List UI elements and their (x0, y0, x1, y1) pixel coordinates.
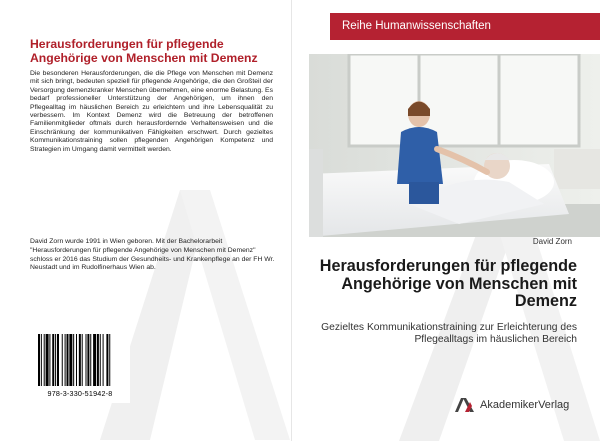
nurse-patient-photo (309, 54, 600, 237)
barcode-icon (38, 334, 122, 386)
spine (291, 0, 311, 441)
back-title: Herausforderungen für pflegende Angehörige von Menschen mit Demenz (30, 37, 258, 65)
publisher-suffix: Verlag (538, 399, 570, 411)
publisher-name (480, 399, 569, 411)
publisher-prefix: Akademiker (480, 399, 539, 411)
author-bio: David Zorn wurde 1991 in Wien geboren. Mit der Bachelorarbeit "Herausforderungen für pflegende Angehörige von Menschen mit Demenz" schloss er 2016 das Studium der Gesundheits- und Krankenpflege an der FH Wr. Neustadt und im Rudolfinerhaus Wien ab. (30, 238, 275, 272)
akademikerverlag-logo-icon (454, 397, 476, 413)
front-author: David Zorn (532, 237, 572, 246)
isbn-number: 978-3-330-51942-8 (47, 389, 113, 398)
front-cover (309, 0, 600, 441)
publisher-logo (454, 396, 578, 416)
back-blurb: Die besonderen Herausforderungen, die die Pflege von Menschen mit Demenz mit sich bringt, bedeuten speziell für pflegende Angehörige, die den Großteil der Versorgung demenzkranker Menschen übernehmen, eine enorme Belastung. Es bedarf professioneller Unterstützung der Angehörigen, um ihnen den Pflegealltag im häuslichen Bereich zu erleichtern und ihre Lebensqualität zu verbessern. Im Kontext Demenz wird die Betreuung der betroffenen Familienmitglieder oftmals durch herausfordernde Verhaltensweisen und die Einschränkung der kommunikativen Fähigkeiten erschwert. Durch gezieltes Kommunikationstraining sollen pflegenden Angehörigen Kompetenz und Strategien im Umgang damit vermittelt werden. (30, 70, 273, 153)
barcode-box (30, 328, 130, 403)
back-cover (0, 0, 291, 441)
series-label: Reihe Humanwissenschaften (342, 20, 491, 32)
front-subtitle: Gezieltes Kommunikationstraining zur Erleichterung des Pflegealltags im häuslichen Bereich (321, 322, 577, 345)
series-banner (330, 13, 600, 40)
front-title: Herausforderungen für pflegende Angehörige von Menschen mit Demenz (319, 257, 577, 310)
